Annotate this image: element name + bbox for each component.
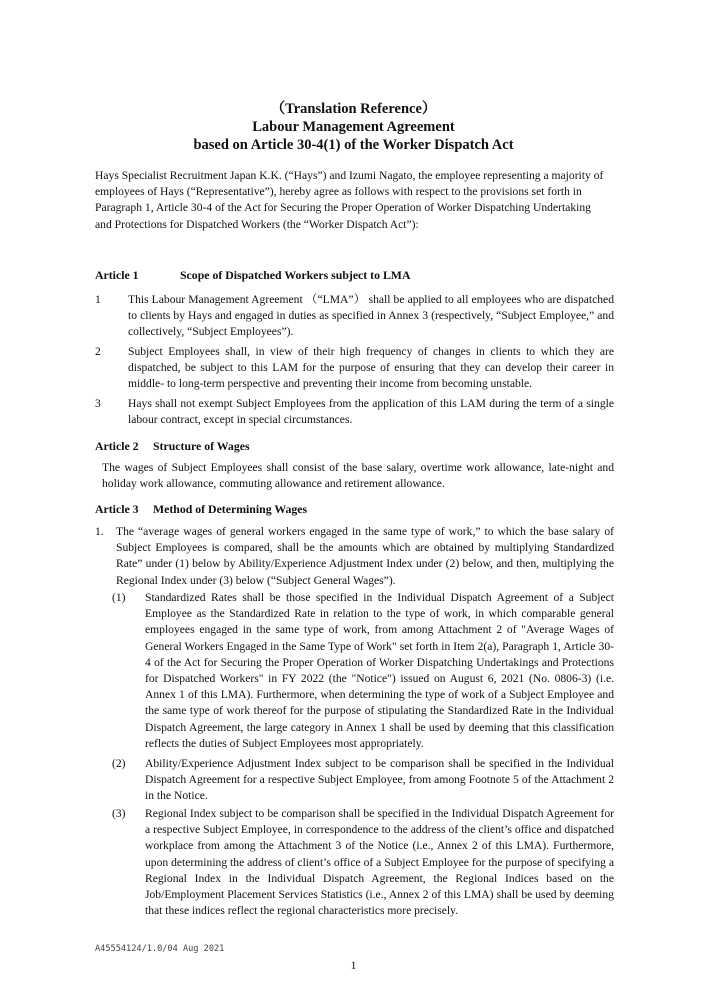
subitem-number: (2) bbox=[112, 757, 126, 770]
page-number: 1 bbox=[350, 958, 357, 972]
article-1-title: Scope of Dispatched Workers subject to LMA bbox=[180, 268, 411, 282]
subitem-text: Regional Index subject to be comparison shall be specified in the Individual Dispatch Agreement for a respective Subject Employee, in correspondence to the address of the client’s office and dispatched workplace from among the Attachment 3 of the Notice (i.e., Annex 2 of this LMA). Furthermore, upon determining the address of client’s office of a Subject Employee for the purpose of specifying a Regional Index in the Individual Dispatch Agreement, the Regional Indices based on the Job/Employment Placement Services Statistics (i.e., Annex 2 of this LMA) shall be used by deeming that these indices reflect the regional characteristics more precisely. bbox=[145, 807, 614, 918]
subitem-text: Ability/Experience Adjustment Index subject to be comparison shall be specified in the Individual Dispatch Agreement for a respective Subject Employee, from among Footnote 5 of the Attachment 2 in the Notice. bbox=[145, 757, 614, 803]
document-title bbox=[0, 100, 707, 154]
article-3-title: Method of Determining Wages bbox=[153, 502, 308, 516]
article-2-title: Structure of Wages bbox=[153, 439, 250, 453]
article-2-heading bbox=[95, 439, 250, 454]
subitem-text: Standardized Rates shall be those specified in the Individual Dispatch Agreement of a Subject Employee as the Standardized Rate in relation to the type of work, in which comparable general employees engaged in the same type of work, from among Attachment 2 of "Average Wages of General Workers Engaged in the Same Type of Work" set forth in Item 2(a), Paragraph 1, Article 30-4 of the Act for Securing the Proper Operation of Worker Dispatching Undertakings and Protections for Dispatched Workers" in FY 2022 (the "Notice") issued on August 6, 2021 (No. 0806-3) (i.e. Annex 1 of this LMA). Furthermore, when determining the type of work of a Subject Employee and the same type of work thereof for the purpose of stipulating the Standardized Rate in the Individual Dispatch Agreement, the large category in Annex 1 shall be used by deeming that this classification reflects the duties of Subject Employees most appropriately. bbox=[145, 591, 614, 750]
article-1-number: Article 1 bbox=[95, 268, 139, 282]
item-number: 2 bbox=[95, 345, 101, 358]
title-legal-basis: based on Article 30-4(1) of the Worker Dispatch Act bbox=[193, 137, 514, 153]
article-3-heading bbox=[95, 502, 307, 517]
article-1-item-3 bbox=[95, 396, 614, 430]
item-text: This Labour Management Agreement （“LMA”） shall be applied to all employees who are dispatched to clients by Hays and engaged in duties as specified in Annex 3 (respectively, “Subject Employee,” and collectively, “Subject Employees”). bbox=[128, 293, 614, 339]
article-1-item-1 bbox=[95, 292, 614, 342]
article-2-text: The wages of Subject Employees shall consist of the base salary, overtime work allowance, late-night and holiday work allowance, commuting allowance and retirement allowance. bbox=[102, 461, 614, 491]
item-text: The “average wages of general workers engaged in the same type of work,” to which the base salary of Subject Employees is compared, shall be the amounts which are obtained by multiplying Standardized Rate” under (1) below by Ability/Experience Adjustment Index under (2) below, and then, multiplying the Regional Index under (3) below (“Subject General Wages”). bbox=[116, 525, 614, 587]
title-agreement: Labour Management Agreement bbox=[252, 119, 455, 135]
item-text: Subject Employees shall, in view of their high frequency of changes in clients to which they are dispatched, be subject to this LAM for the purpose of ensuring that they can develop their career in middle- to long-term perspective and preventing their income from becoming unstable. bbox=[128, 345, 614, 391]
subitem-number: (3) bbox=[112, 807, 126, 820]
article-3-subitem-2 bbox=[112, 756, 614, 806]
article-3-number: Article 3 bbox=[95, 502, 139, 516]
article-3-item-1 bbox=[95, 524, 614, 592]
item-text: Hays shall not exempt Subject Employees from the application of this LAM during the term of a single labour contract, except in special circumstances. bbox=[128, 397, 614, 427]
article-1-heading bbox=[95, 268, 410, 283]
article-3-subitem-3 bbox=[112, 806, 614, 920]
document-reference-code: A45554124/1.0/04 Aug 2021 bbox=[95, 944, 225, 954]
item-number: 3 bbox=[95, 397, 101, 410]
article-1-item-2 bbox=[95, 344, 614, 394]
subitem-number: (1) bbox=[112, 591, 126, 604]
item-number: 1. bbox=[95, 525, 104, 538]
item-number: 1 bbox=[95, 293, 101, 306]
article-2-number: Article 2 bbox=[95, 439, 139, 453]
article-3-subitem-1 bbox=[112, 590, 614, 752]
title-translation-reference: （Translation Reference） bbox=[270, 101, 437, 117]
intro-paragraph: Hays Specialist Recruitment Japan K.K. (“Hays”) and Izumi Nagato, the employee representing a majority of employees of Hays (“Representative”), hereby agree as follows with respect to the provisions set forth in Paragraph 1, Article 30-4 of the Act for Securing the Proper Operation of Worker Dispatching Undertaking and Protections for Dispatched Workers (the “Worker Dispatch Act”): bbox=[95, 169, 604, 231]
